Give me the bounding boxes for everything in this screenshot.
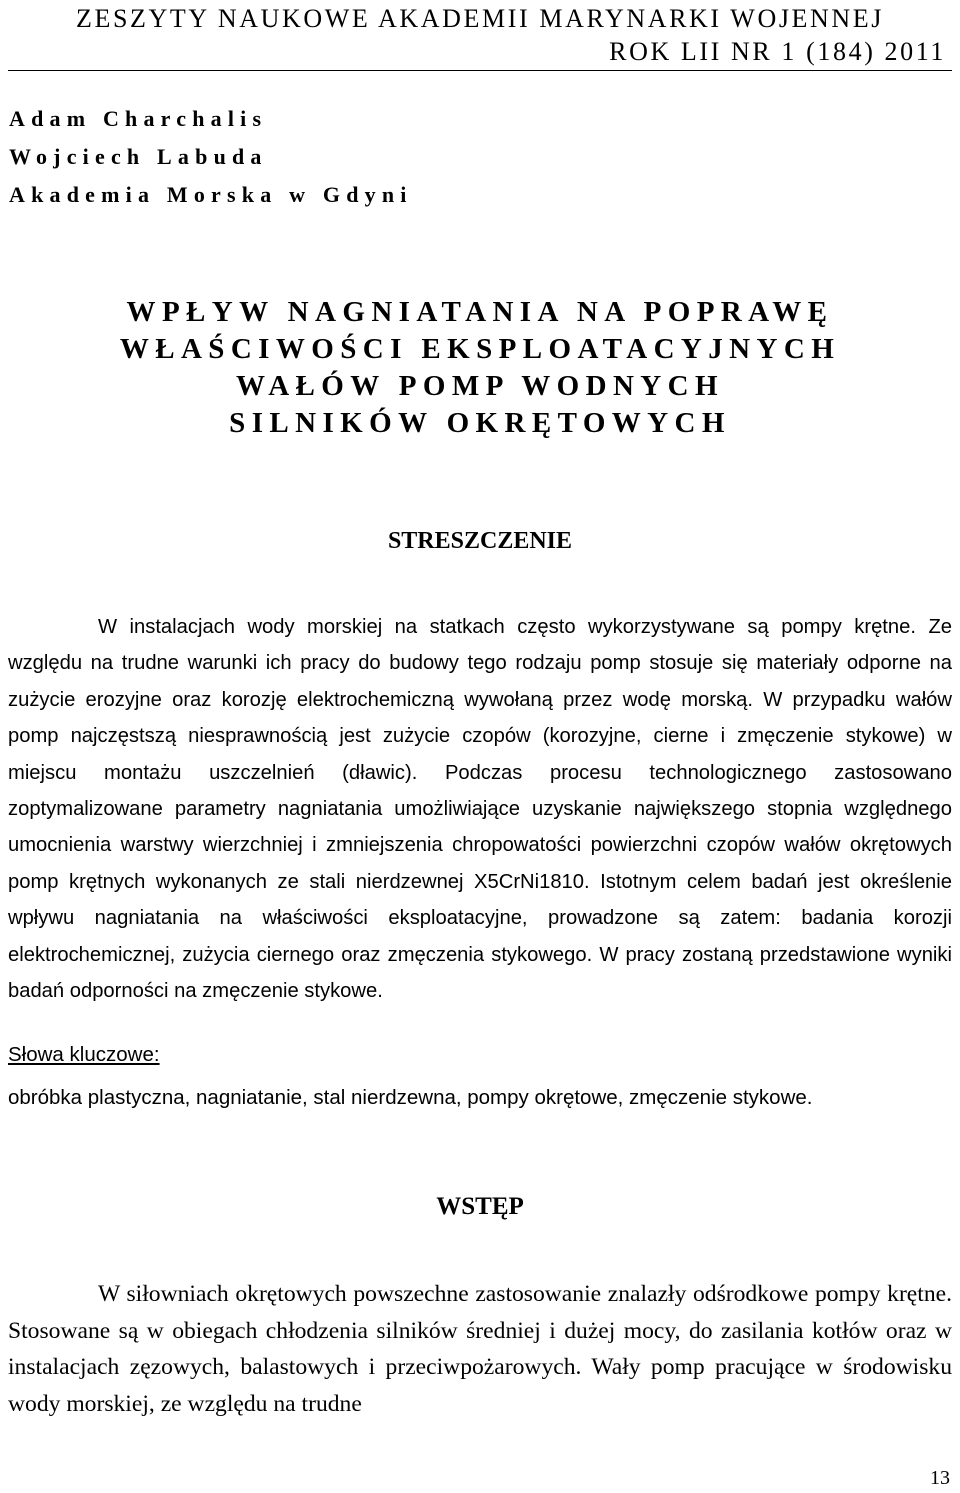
title-line-1: WPŁYW NAGNIATANIA NA POPRAWĘ	[126, 296, 834, 328]
author-2: Wojciech Labuda	[9, 144, 268, 169]
keywords-text: obróbka plastyczna, nagniatanie, stal nierdzewna, pompy okrętowe, zmęczenie stykowe.	[8, 1086, 813, 1109]
abstract-text: W instalacjach wody morskiej na statkach często wykorzystywane są pompy krętne. Ze względu na trudne warunki ich pracy do budowy tego rodzaju pomp stosuje się materiały odporne na zużycie erozyjne oraz korozję elektrochemiczną wywołaną przez wodę morską. W przypadku wałów pomp najczęstszą niesprawnością jest zużycie czopów (korozyjne, cierne i zmęczenie stykowe) w miejscu montażu uszczelnień (dławic). Podczas procesu technologicznego zastosowano zoptymalizowane parametry nagniatania umożliwiające uzyskanie największego stopnia względnego umocnienia warstwy wierzchniej i zmniejszenia chropowatości powierzchni czopów wałów okrętowych pomp krętnych wykonanych ze stali nierdzewnej X5CrNi1810. Istotnym celem badań jest określenie wpływu nagniatania na właściwości eksploatacyjne, prowadzone są zatem: badania korozji elektrochemicznej, zużycia ciernego oraz zmęczenia stykowego. W pracy zostaną przedstawione wyniki badań odporności na zmęczenie stykowe.	[8, 616, 952, 1003]
title-line-2: WŁAŚCIWOŚCI EKSPLOATACYJNYCH	[119, 333, 841, 365]
keywords-label: Słowa kluczowe:	[8, 1043, 160, 1066]
intro-text: W siłowniach okrętowych powszechne zastosowanie znalazły odśrodkowe pompy krętne. Stosowane są w obiegach chłodzenia silników średniej i dużej mocy, do zasilania kotłów oraz w instalacjach zęzowych, balastowych i przeciwpożarowych. Wały pomp pracujące w środowisku wody morskiej, ze względu na trudne	[8, 1281, 952, 1417]
title-line-4: SILNIKÓW OKRĘTOWYCH	[229, 407, 731, 439]
intro-heading: WSTĘP	[436, 1193, 524, 1220]
journal-issue: ROK LII NR 1 (184) 2011	[609, 37, 946, 66]
journal-name: ZESZYTY NAUKOWE AKADEMII MARYNARKI WOJENNEJ	[76, 4, 884, 33]
journal-header	[8, 2, 952, 68]
author-1: Adam Charchalis	[9, 106, 268, 131]
abstract-heading: STRESZCZENIE	[387, 528, 573, 554]
affiliation: Akademia Morska w Gdyni	[9, 182, 413, 207]
paper-title	[0, 294, 960, 442]
header-rule	[8, 70, 952, 71]
author-block	[9, 100, 413, 214]
page-number: 13	[930, 1467, 950, 1489]
title-line-3: WAŁÓW POMP WODNYCH	[236, 370, 724, 402]
